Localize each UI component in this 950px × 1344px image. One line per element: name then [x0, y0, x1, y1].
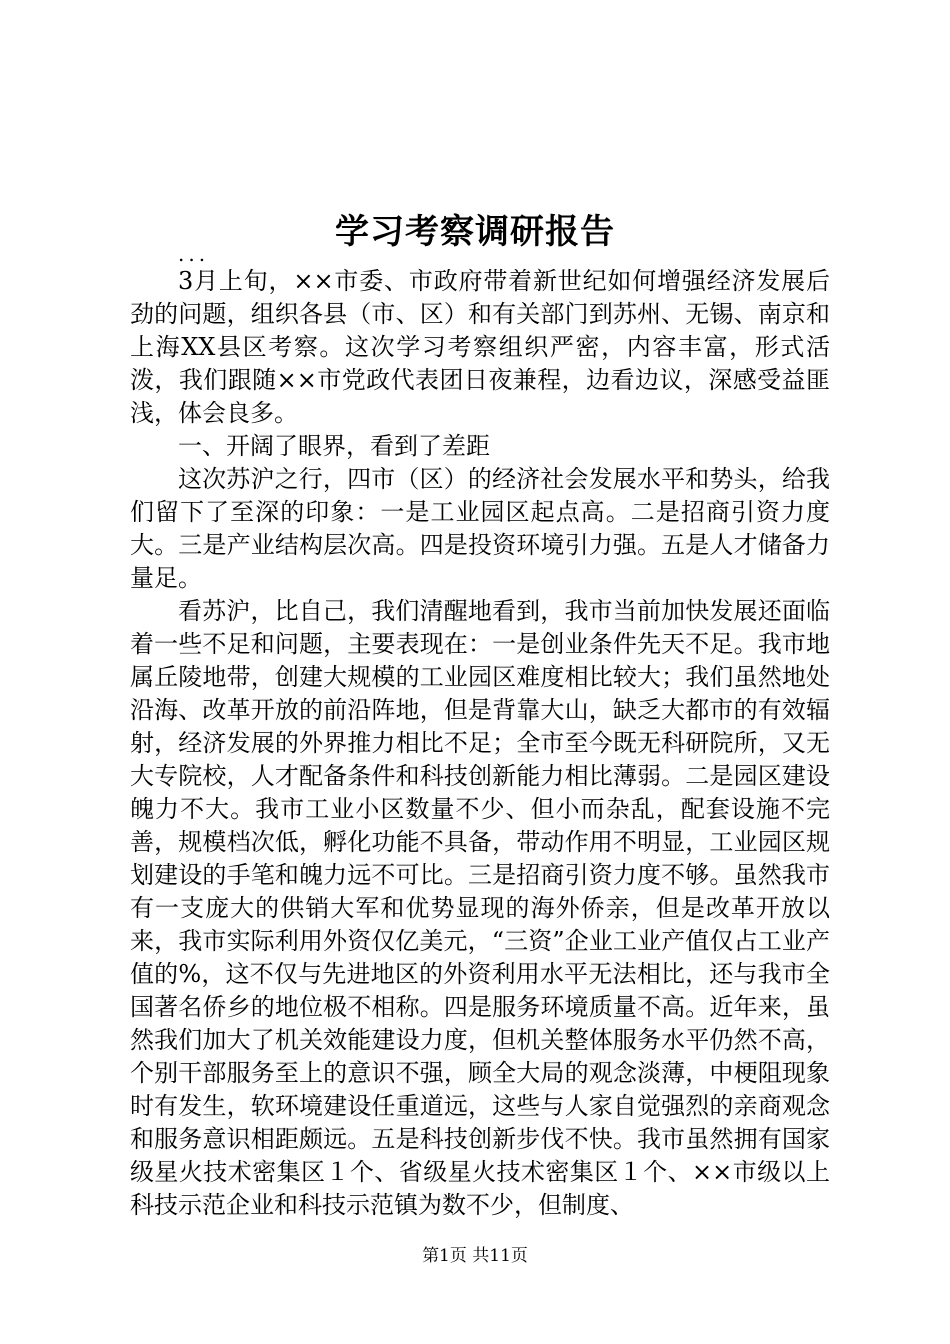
page-number-footer: 第1页 共11页	[422, 1246, 528, 1266]
ellipsis-marker: ...	[178, 242, 210, 266]
paragraph-gaps: 看苏沪，比自己，我们清醒地看到，我市当前加快发展还面临着一些不足和问题，主要表现在：一是创业条件先天不足。我市地属丘陵地带，创建大规模的工业园区难度相比较大；我们虽然地处沿海、改革开放的前沿阵地，但是背靠大山，缺乏大都市的有效辐射，经济发展的外界推力相比不足；全市至今既无科研院所，又无大专院校，人才配备条件和科技创新能力相比薄弱。二是园区建设魄力不大。我市工业小区数量不少、但小而杂乱，配套设施不完善，规模档次低，孵化功能不具备，带动作用不明显，工业园区规划建设的手笔和魄力远不可比。三是招商引资力度不够。虽然我市有一支庞大的供销大军和优势显现的海外侨亲，但是改革开放以来，我市实际利用外资仅亿美元，“三资”企业工业产值仅占工业产值的%，这不仅与先进地区的外资利用水平无法相比，还与我市全国著名侨乡的地位极不相称。四是服务环境质量不高。近年来，虽然我们加大了机关效能建设力度，但机关整体服务水平仍然不高，个别干部服务至上的意识不强，顾全大局的观念淡薄，中梗阻现象时有发生，软环境建设任重道远，这些与人家自觉强烈的亲商观念和服务意识相距颇远。五是科技创新步伐不快。我市虽然拥有国家级星火技术密集区１个、省级星火技术密集区１个、××市级以上科技示范企业和科技示范镇为数不少，但制度、	[130, 597, 830, 1219]
paragraph-impressions: 这次苏沪之行，四市（区）的经济社会发展水平和势头，给我们留下了至深的印象：一是工业园区起点高。二是招商引资力度大。三是产业结构层次高。四是投资环境引力强。五是人才储备力量足。	[130, 465, 830, 592]
page-title: 学习考察调研报告	[335, 211, 615, 252]
document-body	[130, 244, 830, 1222]
section-heading: 一、开阔了眼界，看到了差距	[178, 432, 490, 460]
paragraph-intro: 3月上旬，××市委、市政府带着新世纪如何增强经济发展后劲的问题，组织各县（市、区）和有关部门到苏州、无锡、南京和上海XX县区考察。这次学习考察组织严密，内容丰富，形式活泼，我们跟随××市党政代表团日夜兼程，边看边议，深感受益匪浅，体会良多。	[130, 267, 830, 427]
